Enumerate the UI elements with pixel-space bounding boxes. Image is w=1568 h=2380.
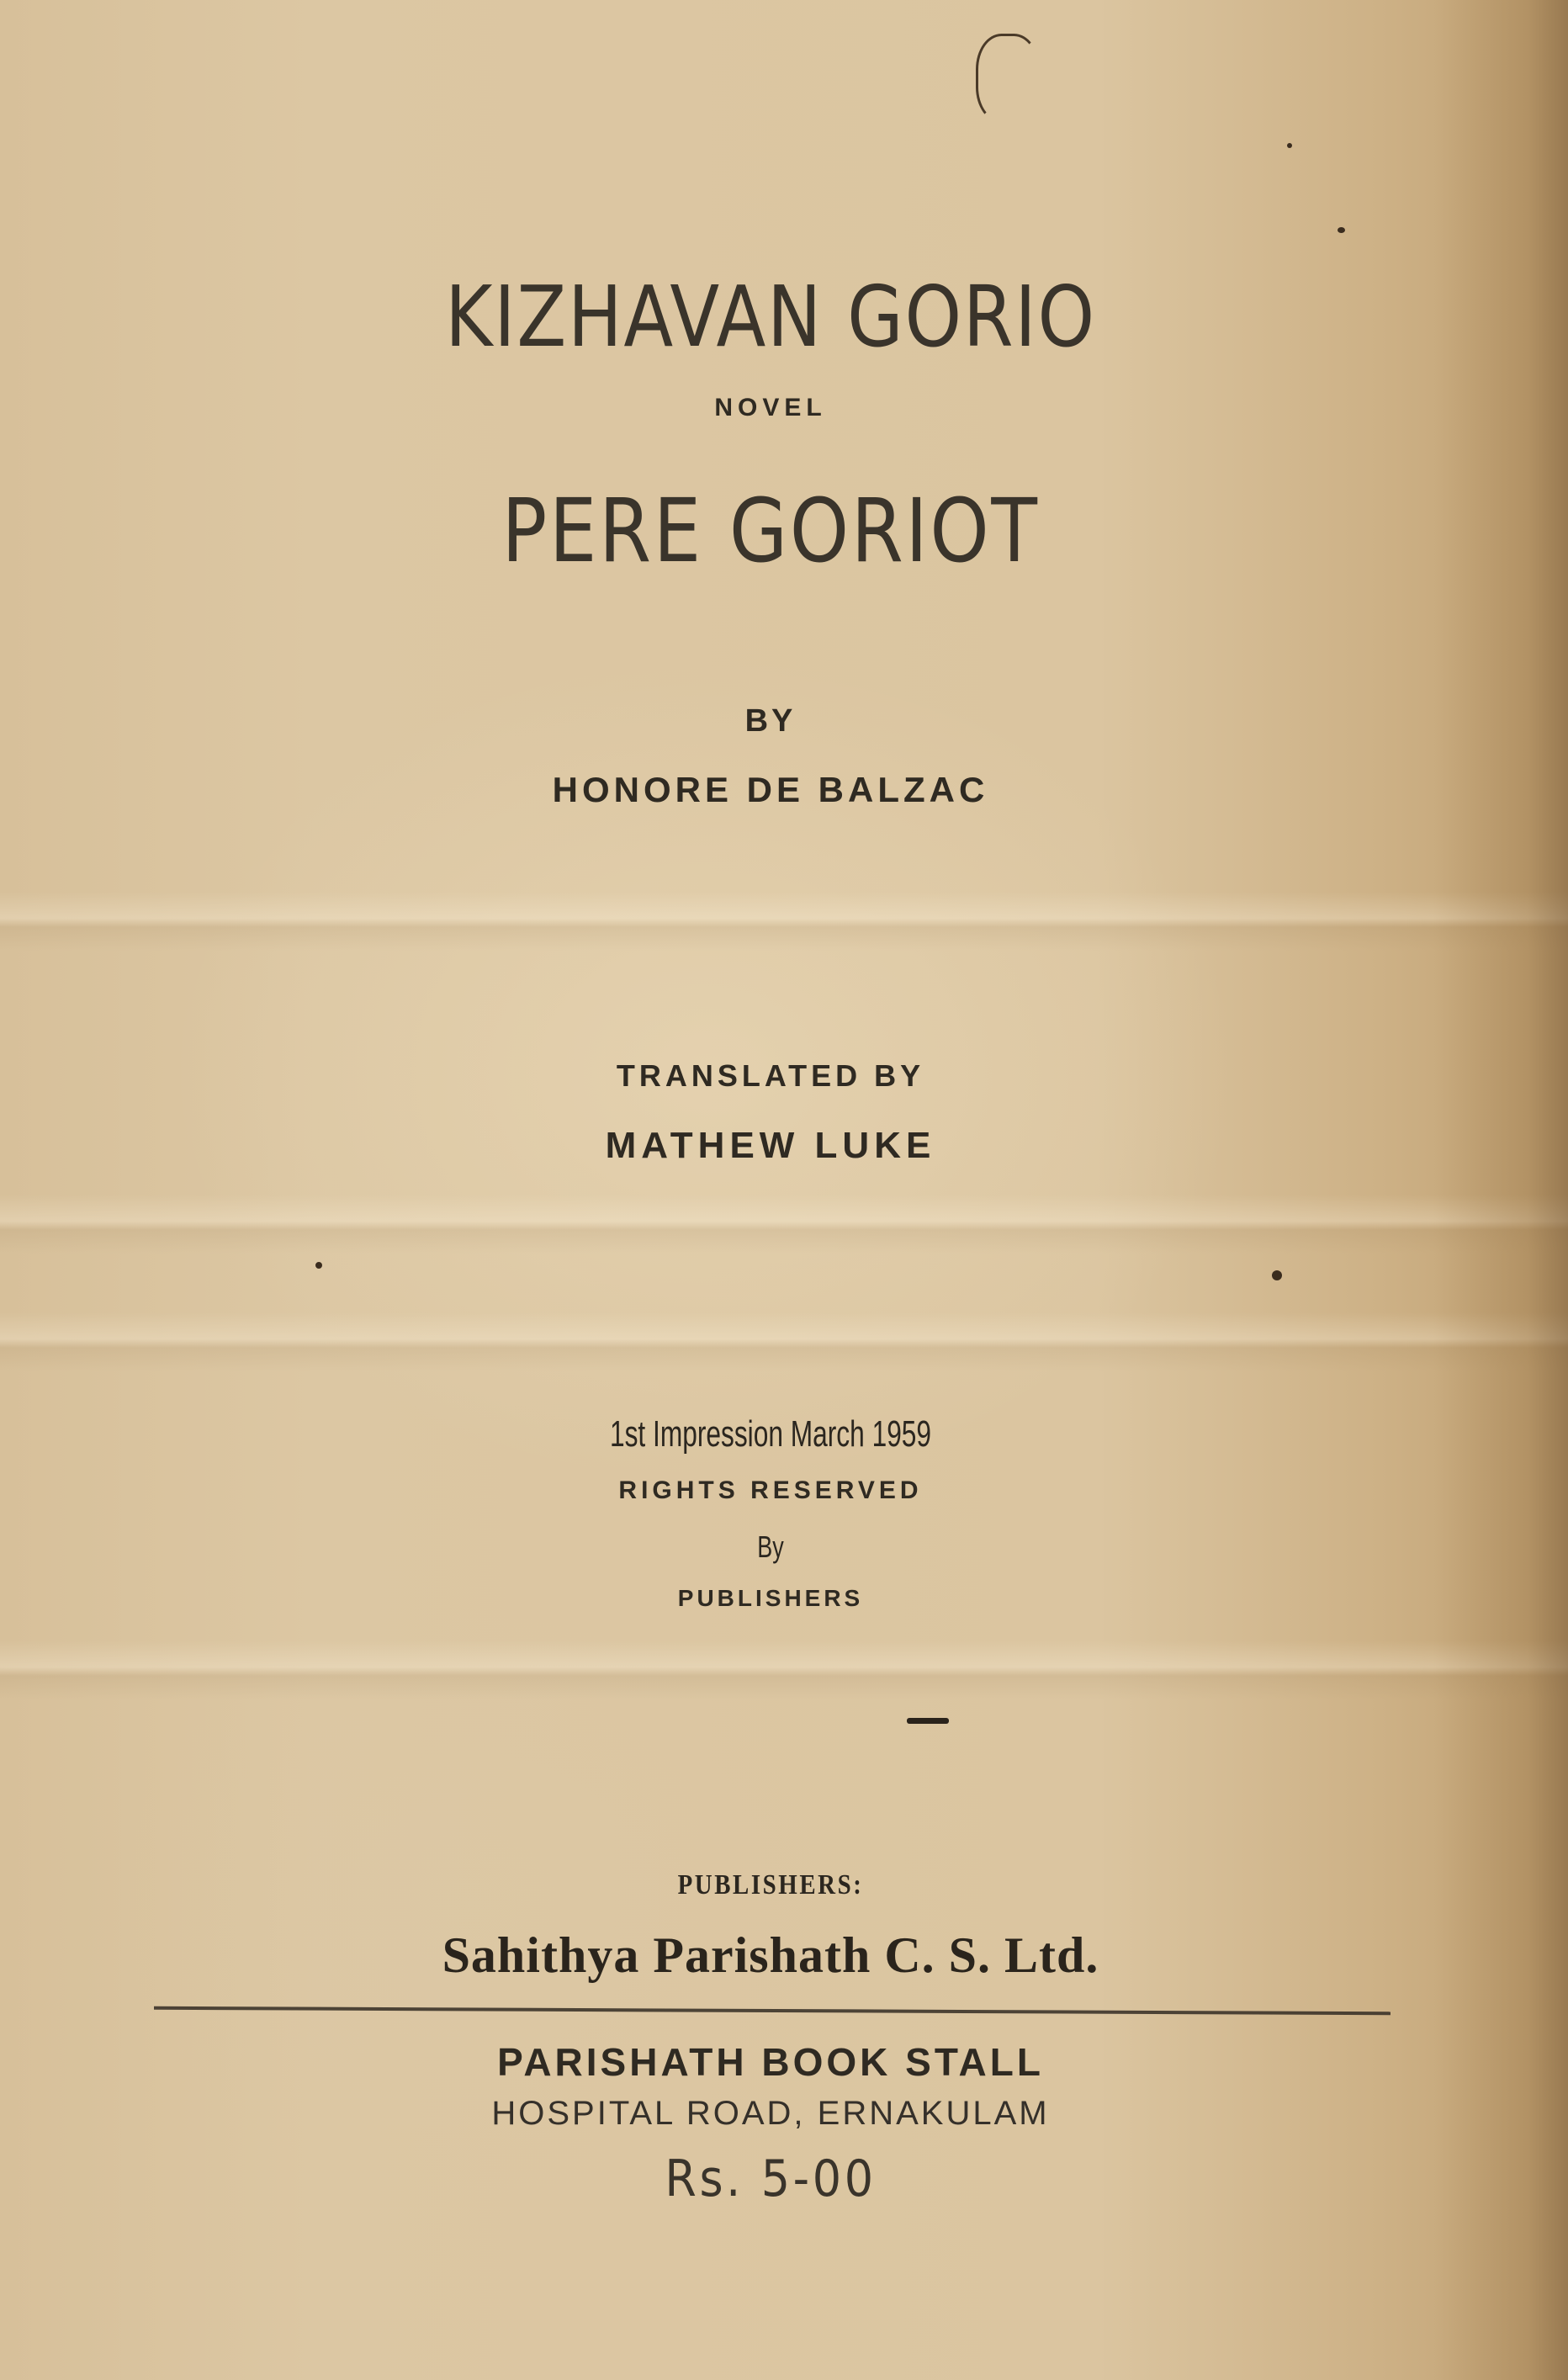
divider-rule (154, 2006, 1391, 2015)
paper-speck (315, 1262, 322, 1269)
author-name: HONORE DE BALZAC (552, 770, 989, 809)
paper-tear-mark (976, 34, 1040, 123)
publishers-label: PUBLISHERS: (677, 1869, 864, 1900)
price: Rs. 5-00 (665, 2149, 877, 2208)
original-title: PERE GORIOT (501, 480, 1040, 582)
publisher-name: Sahithya Parishath C. S. Ltd. (442, 1927, 1099, 1983)
bookstall-name: PARISHATH BOOK STALL (497, 2040, 1044, 2084)
paper-wrinkle (0, 892, 1568, 951)
paper-wrinkle (0, 1195, 1568, 1254)
rights-holder: PUBLISHERS (677, 1585, 864, 1611)
genre-label: NOVEL (714, 394, 827, 421)
book-title: KIZHAVAN GORIO (445, 268, 1096, 366)
paper-wrinkle (0, 1641, 1568, 1699)
paper-speck (1287, 143, 1292, 148)
bookstall-address: HOSPITAL ROAD, ERNAKULAM (491, 2095, 1050, 2132)
paper-speck (1338, 227, 1345, 233)
ink-dash-mark (907, 1718, 949, 1724)
rights-reserved: RIGHTS RESERVED (618, 1476, 923, 1504)
impression-note: 1st Impression March 1959 (609, 1413, 932, 1455)
translator-name: MATHEW LUKE (605, 1125, 936, 1166)
page-edge-shadow (1433, 0, 1568, 2380)
by-label: BY (744, 703, 797, 739)
rights-by-label: By (757, 1529, 784, 1564)
paper-wrinkle (0, 1312, 1568, 1371)
translated-by-label: TRANSLATED BY (616, 1058, 925, 1093)
paper-speck (1272, 1270, 1282, 1280)
